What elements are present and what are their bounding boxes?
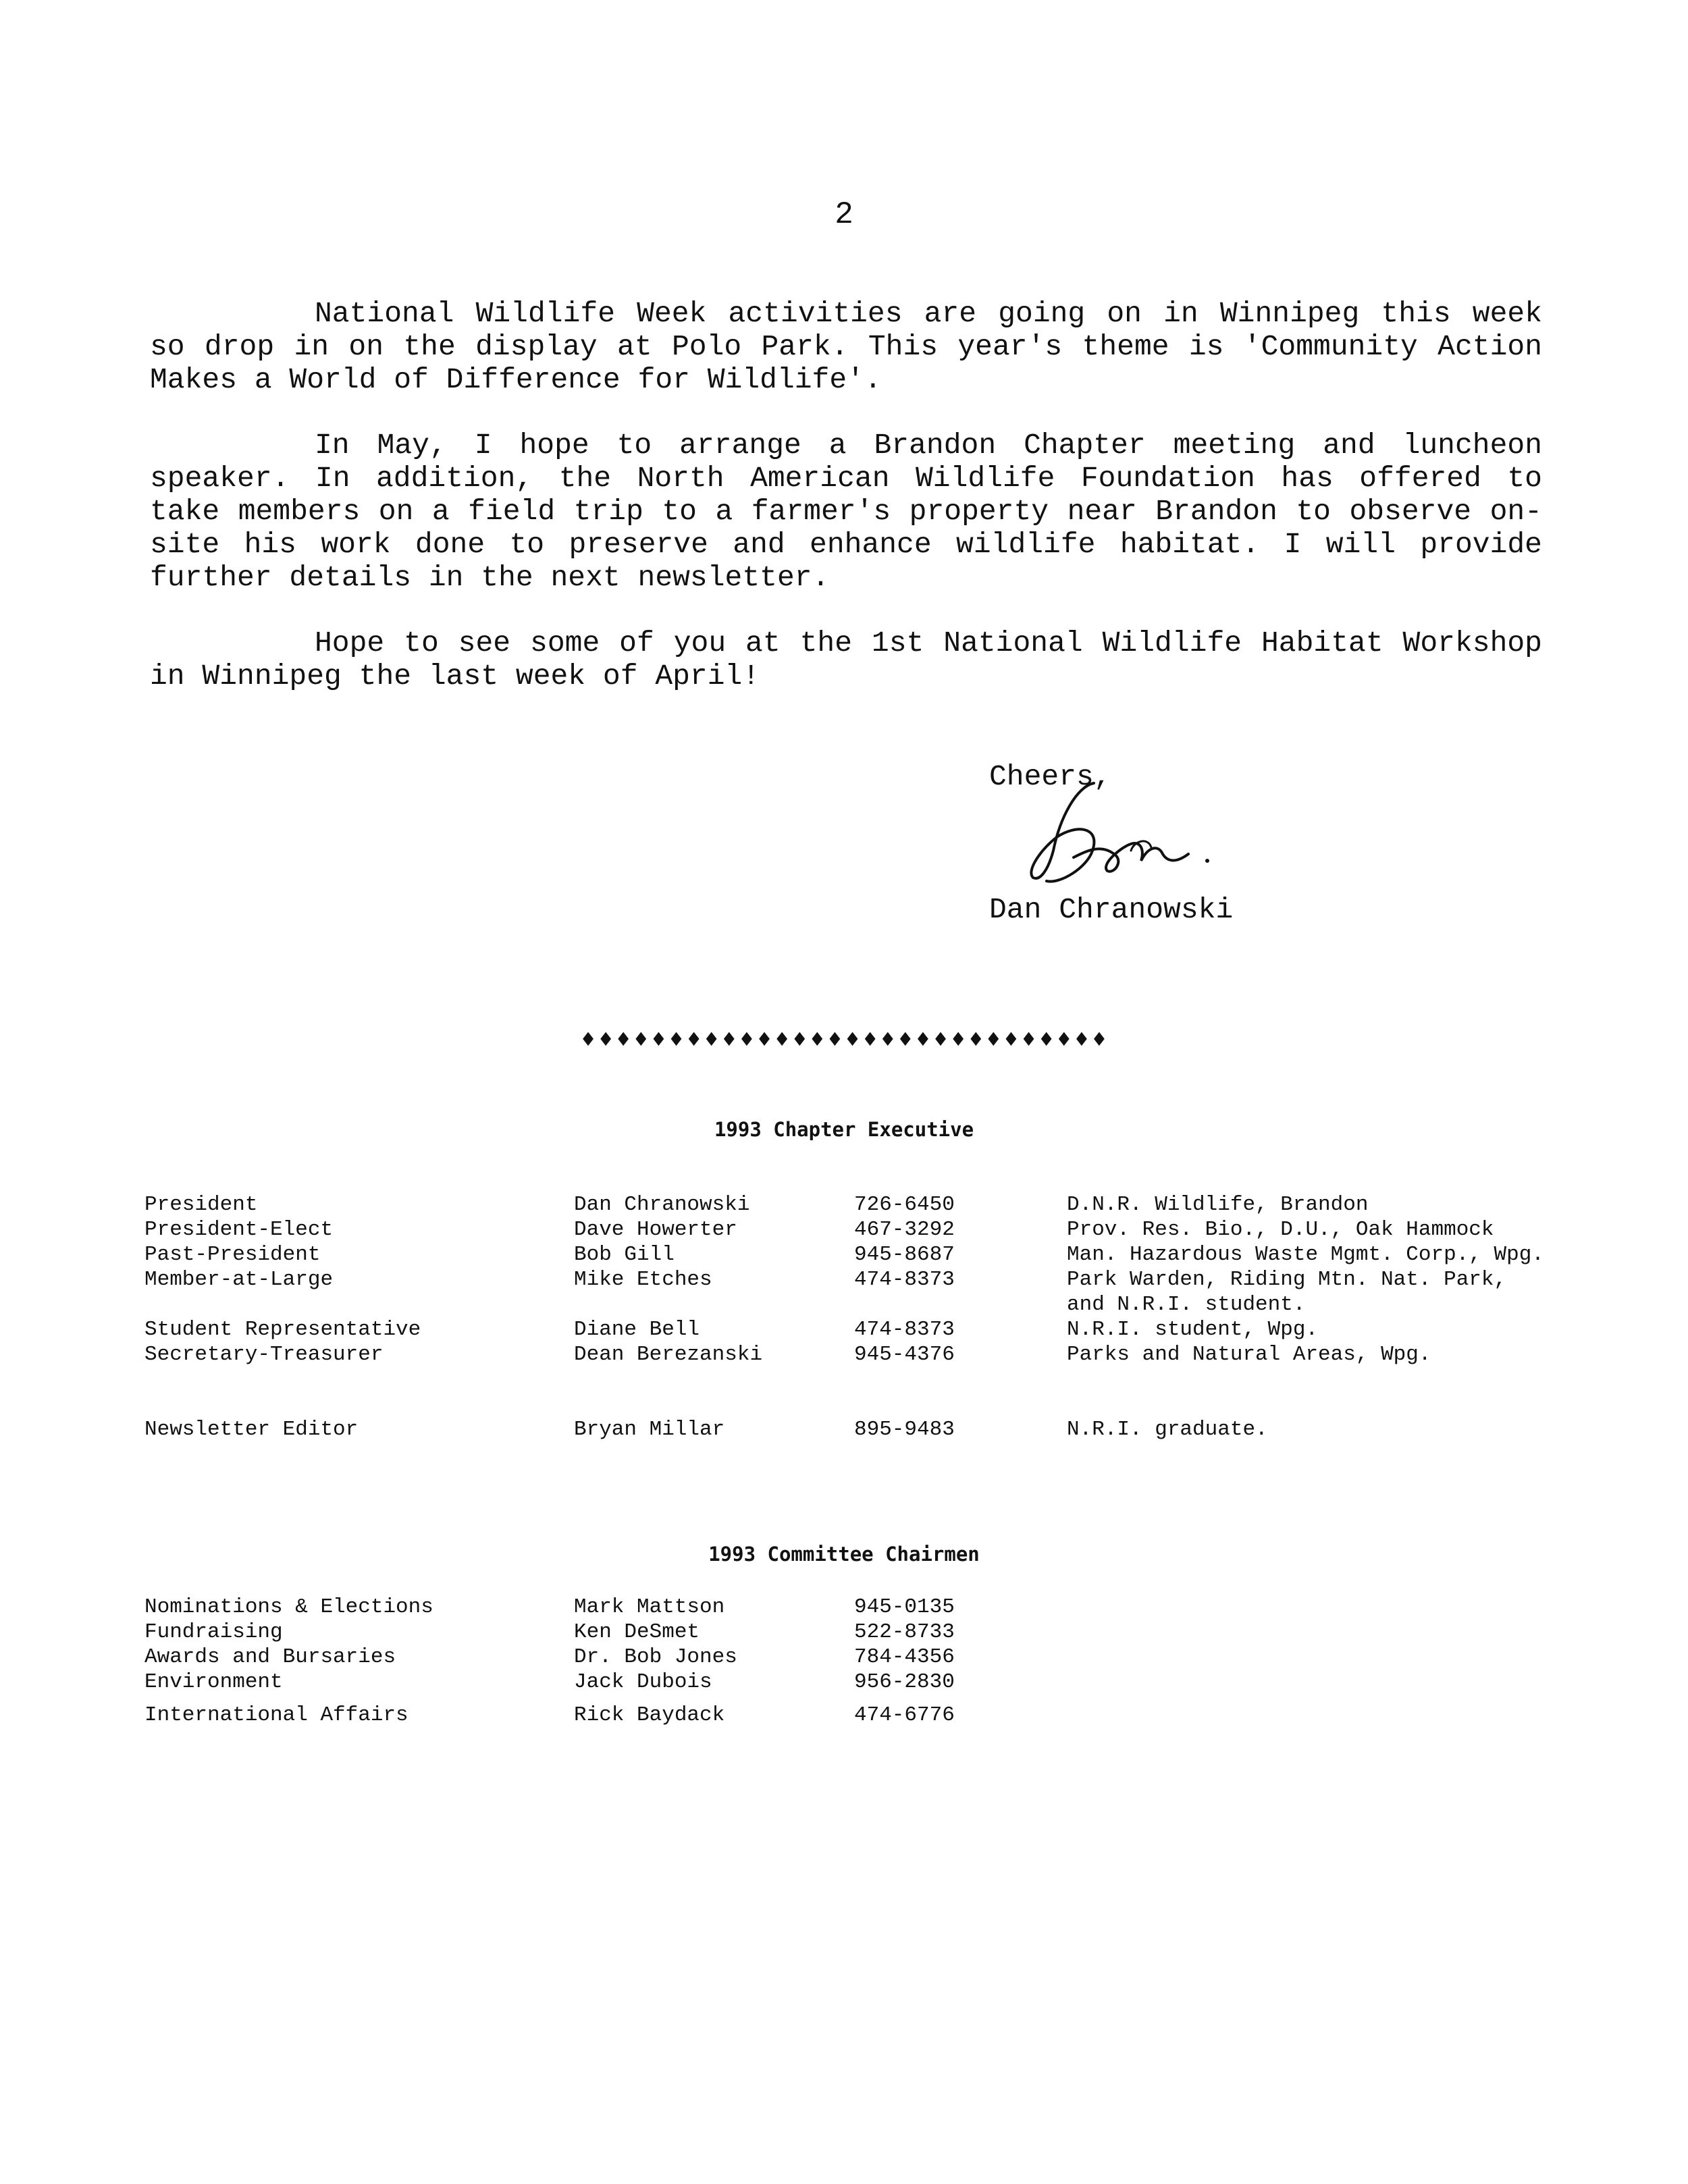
person-name: Dave Howerter bbox=[574, 1218, 737, 1242]
paragraph-brandon-meeting: In May, I hope to arrange a Brandon Chapter meeting and luncheon speaker. In addition, the North American Wildlife Foundation has offered to take members on a field trip to a farmer's property near Brandon to observe on-site his work done to preserve and enhance wildlife habitat. I will provide further details in the next newsletter. bbox=[150, 429, 1542, 594]
role: Student Representative bbox=[144, 1318, 421, 1341]
page-number: 2 bbox=[835, 197, 853, 232]
role: Secretary-Treasurer bbox=[144, 1343, 384, 1366]
person-name: Dean Berezanski bbox=[574, 1343, 763, 1366]
role: Environment bbox=[144, 1670, 283, 1694]
phone: 945-4376 bbox=[854, 1343, 955, 1366]
role: International Affairs bbox=[144, 1703, 408, 1727]
person-name: Ken DeSmet bbox=[574, 1620, 700, 1644]
paragraph-habitat-workshop: Hope to see some of you at the 1st National Wildlife Habitat Workshop in Winnipeg the last week of April! bbox=[150, 627, 1542, 693]
roster-row bbox=[0, 1217, 1688, 1242]
affiliation: Man. Hazardous Waste Mgmt. Corp., Wpg. bbox=[1067, 1243, 1544, 1267]
letter-body bbox=[150, 297, 1542, 725]
diamond-divider: ♦♦♦♦♦♦♦♦♦♦♦♦♦♦♦♦♦♦♦♦♦♦♦♦♦♦♦♦♦♦ bbox=[579, 1028, 1109, 1050]
role: Newsletter Editor bbox=[144, 1418, 359, 1441]
phone: 467-3292 bbox=[854, 1218, 955, 1242]
phone: 895-9483 bbox=[854, 1418, 955, 1441]
phone: 945-8687 bbox=[854, 1243, 955, 1267]
handwritten-signature bbox=[1013, 770, 1256, 905]
person-name: Dan Chranowski bbox=[574, 1193, 750, 1217]
person-name: Bob Gill bbox=[574, 1243, 675, 1267]
person-name: Mike Etches bbox=[574, 1268, 712, 1291]
phone: 945-0135 bbox=[854, 1595, 955, 1619]
committee-heading: 1993 Committee Chairmen bbox=[708, 1543, 980, 1566]
signer-name: Dan Chranowski bbox=[989, 893, 1234, 926]
roster-row bbox=[0, 1267, 1688, 1317]
closing-salutation: Cheers, bbox=[989, 760, 1111, 793]
affiliation: Parks and Natural Areas, Wpg. bbox=[1067, 1343, 1431, 1366]
role: Member-at-Large bbox=[144, 1268, 334, 1291]
roster-row bbox=[0, 1620, 1688, 1645]
phone: 956-2830 bbox=[854, 1670, 955, 1694]
roster-row bbox=[0, 1703, 1688, 1728]
phone: 784-4356 bbox=[854, 1645, 955, 1669]
role: Fundraising bbox=[144, 1620, 283, 1644]
phone: 726-6450 bbox=[854, 1193, 955, 1217]
phone: 474-6776 bbox=[854, 1703, 955, 1727]
phone: 474-8373 bbox=[854, 1318, 955, 1341]
affiliation: Prov. Res. Bio., D.U., Oak Hammock bbox=[1067, 1218, 1494, 1242]
roster-row bbox=[0, 1645, 1688, 1670]
affiliation: N.R.I. graduate. bbox=[1067, 1418, 1268, 1441]
person-name: Bryan Millar bbox=[574, 1418, 725, 1441]
roster-row bbox=[0, 1417, 1688, 1442]
role: President bbox=[144, 1193, 258, 1217]
roster-row bbox=[0, 1242, 1688, 1267]
roster-row bbox=[0, 1595, 1688, 1620]
roster-row bbox=[0, 1670, 1688, 1695]
executive-roster bbox=[0, 1192, 1688, 1442]
affiliation: Park Warden, Riding Mtn. Nat. Park, and N.R.I. student. bbox=[1067, 1268, 1507, 1316]
role: Past-President bbox=[144, 1243, 321, 1267]
affiliation: D.N.R. Wildlife, Brandon bbox=[1067, 1193, 1369, 1217]
person-name: Mark Mattson bbox=[574, 1595, 725, 1619]
committee-roster bbox=[0, 1595, 1688, 1728]
phone: 522-8733 bbox=[854, 1620, 955, 1644]
role: Awards and Bursaries bbox=[144, 1645, 396, 1669]
roster-row bbox=[0, 1342, 1688, 1367]
role: President-Elect bbox=[144, 1218, 334, 1242]
person-name: Diane Bell bbox=[574, 1318, 700, 1341]
role: Nominations & Elections bbox=[144, 1595, 433, 1619]
affiliation: N.R.I. student, Wpg. bbox=[1067, 1318, 1319, 1341]
roster-row bbox=[0, 1317, 1688, 1342]
executive-heading: 1993 Chapter Executive bbox=[714, 1118, 974, 1141]
person-name: Rick Baydack bbox=[574, 1703, 725, 1727]
person-name: Dr. Bob Jones bbox=[574, 1645, 737, 1669]
paragraph-wildlife-week: National Wildlife Week activities are going on in Winnipeg this week so drop in on the display at Polo Park. This year's theme is 'Community Action Makes a World of Difference for Wildlife'. bbox=[150, 297, 1542, 396]
roster-row bbox=[0, 1192, 1688, 1217]
phone: 474-8373 bbox=[854, 1268, 955, 1291]
person-name: Jack Dubois bbox=[574, 1670, 712, 1694]
